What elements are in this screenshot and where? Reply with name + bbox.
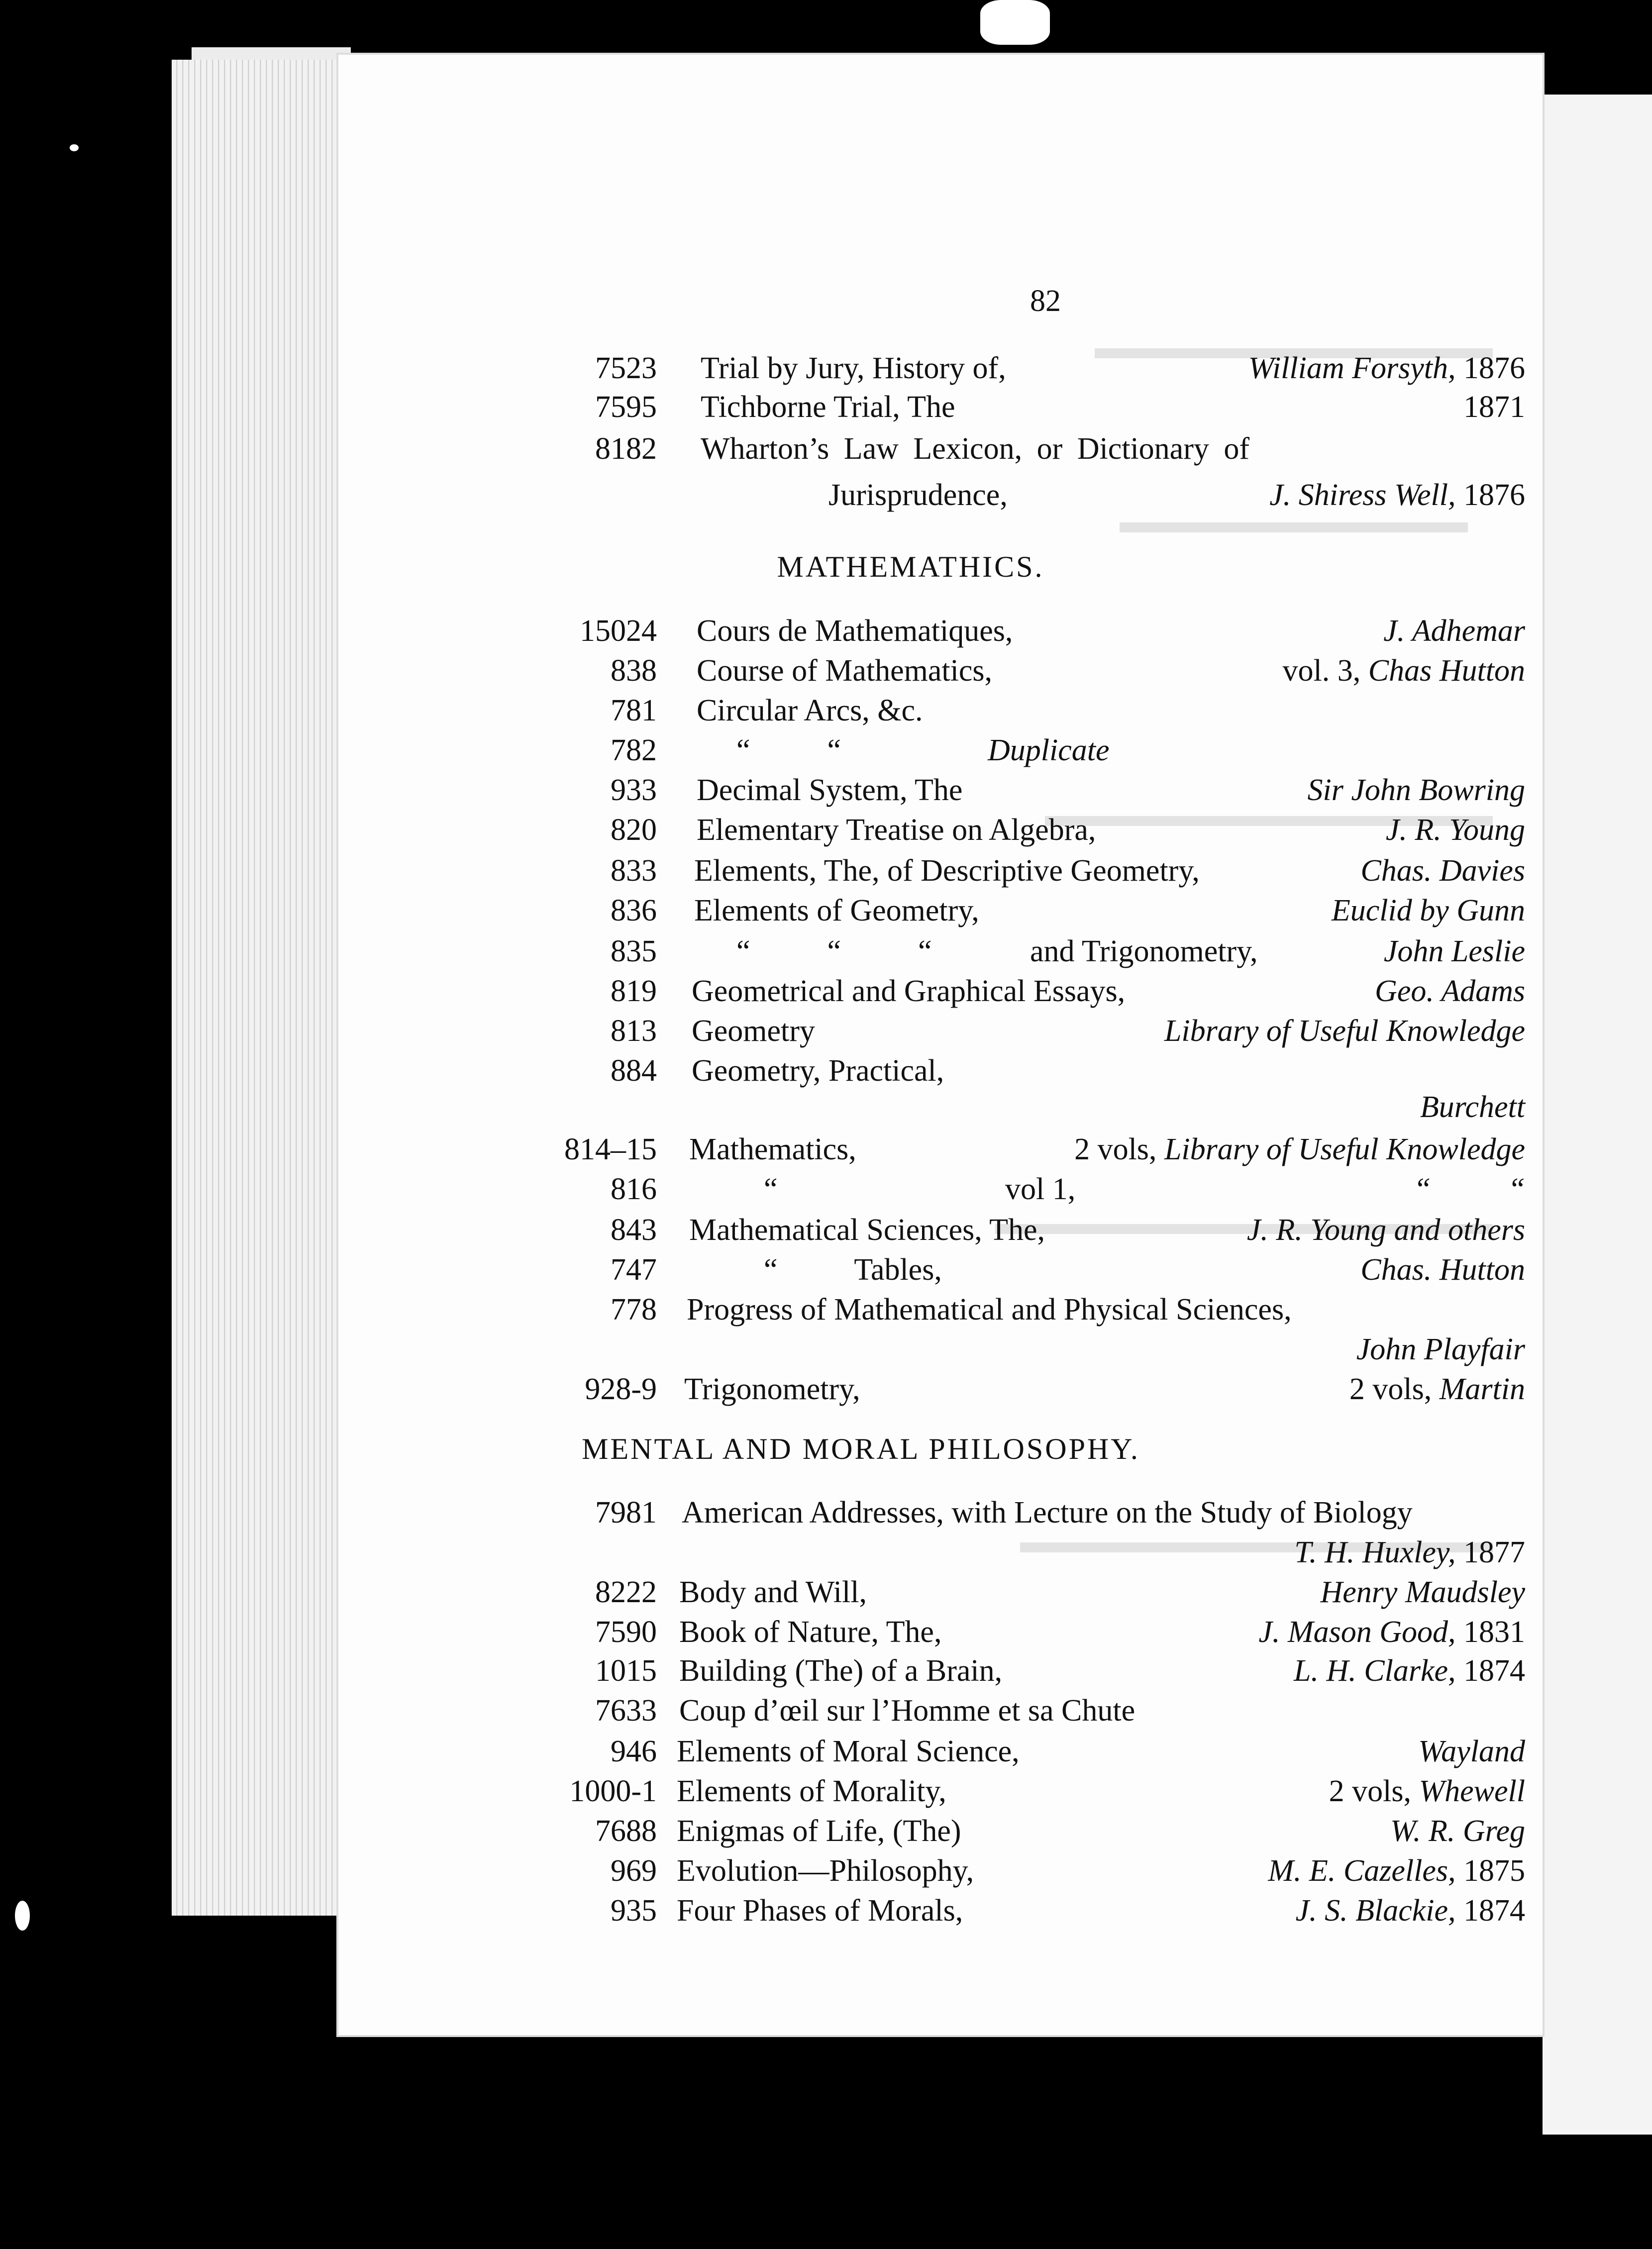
list-item: [0, 1250, 1652, 1290]
list-item: [0, 1129, 1652, 1169]
entry-number: 969: [611, 1854, 657, 1888]
list-item: [0, 1329, 1652, 1369]
entry-number: 15024: [580, 614, 657, 648]
entry-year: 1871: [1463, 390, 1525, 424]
entry-title: Elements of Morality,: [677, 1774, 946, 1808]
entry-author: Sir John Bowring: [1307, 773, 1525, 807]
entry-author: L. H. Clarke, 1874: [1294, 1654, 1525, 1688]
entry-number: 928-9: [585, 1372, 657, 1406]
entry-title: “ Tables,: [764, 1253, 942, 1287]
entry-title: Trial by Jury, History of,: [701, 351, 1006, 385]
entry-author: vol. 3, Chas Hutton: [1282, 654, 1525, 688]
list-item: [0, 1493, 1652, 1533]
list-item: [0, 611, 1652, 651]
entry-title: Progress of Mathematical and Physical Sciences,: [687, 1293, 1292, 1327]
entry-title: Mathematical Sciences, The,: [689, 1213, 1045, 1247]
entry-number: 819: [611, 974, 657, 1008]
entry-number: 7523: [595, 351, 657, 385]
entry-title: Book of Nature, The,: [679, 1615, 942, 1649]
entry-number: 7590: [595, 1615, 657, 1649]
page-number: 82: [1030, 284, 1061, 318]
list-item: [0, 691, 1652, 730]
entry-author: J. R. Young and others: [1246, 1213, 1525, 1247]
entry-number: 813: [611, 1014, 657, 1048]
entry-author: 2 vols, Whewell: [1329, 1774, 1525, 1808]
section-heading: MENTAL AND MORAL PHILOSOPHY.: [582, 1432, 1140, 1465]
entry-author: Chas. Davies: [1360, 854, 1525, 888]
entry-title: Decimal System, The: [697, 773, 963, 807]
entry-author: Henry Maudsley: [1320, 1575, 1525, 1609]
list-item: [0, 730, 1652, 770]
list-item: [0, 429, 1652, 469]
entry-author: J. Shiress Well, 1876: [1269, 478, 1525, 512]
entry-author: J. S. Blackie, 1874: [1295, 1894, 1525, 1928]
list-item: [0, 1011, 1652, 1051]
list-item: [0, 1533, 1652, 1572]
entry-number: 782: [611, 733, 657, 767]
entry-number: 1015: [595, 1654, 657, 1688]
list-item: [0, 1572, 1652, 1612]
list-item: [0, 1169, 1652, 1209]
entry-number: 7981: [595, 1496, 657, 1530]
section-heading: MATHEMATHICS.: [777, 550, 1044, 583]
entry-author: 2 vols, Martin: [1349, 1372, 1525, 1406]
list-item: [0, 387, 1652, 427]
list-item: [0, 931, 1652, 971]
entry-title: Building (The) of a Brain,: [679, 1654, 1003, 1688]
entry-volume: vol 1,: [1005, 1172, 1076, 1206]
list-item: [0, 348, 1652, 388]
entry-number: 7595: [595, 390, 657, 424]
entry-title: Wharton’s Law Lexicon, or Dictionary of: [701, 432, 1249, 466]
entry-note: Duplicate: [988, 733, 1110, 767]
entry-title: Enigmas of Life, (The): [677, 1814, 961, 1848]
entry-number: 1000-1: [569, 1774, 657, 1808]
list-item: [0, 1691, 1652, 1731]
entry-number: 838: [611, 654, 657, 688]
list-item: [0, 1369, 1652, 1409]
ditto-marks: “ “: [736, 733, 841, 767]
entry-title: Tichborne Trial, The: [701, 390, 955, 424]
entry-title: Mathematics,: [689, 1132, 856, 1166]
list-item: [0, 1612, 1652, 1652]
list-item: [0, 891, 1652, 930]
entry-subtitle: and Trigonometry,: [1030, 934, 1258, 968]
list-item: [0, 1210, 1652, 1250]
entry-author: Geo. Adams: [1375, 974, 1525, 1008]
entry-title: Coup d’œil sur l’Homme et sa Chute: [679, 1694, 1136, 1728]
entry-number: 946: [611, 1735, 657, 1768]
entry-number: 7633: [595, 1694, 657, 1728]
scan-speck: [15, 1901, 30, 1931]
entry-title: Elements, The, of Descriptive Geometry,: [694, 854, 1200, 888]
entry-title: Elements of Geometry,: [694, 894, 979, 927]
entry-number: 816: [611, 1172, 657, 1206]
entry-title: Elements of Moral Science,: [677, 1735, 1020, 1768]
ditto-marks: “: [764, 1172, 778, 1206]
entry-author: Library of Useful Knowledge: [1164, 1014, 1525, 1048]
list-item: [0, 1891, 1652, 1931]
entry-title: American Addresses, with Lecture on the Study of Biology: [682, 1496, 1413, 1530]
list-item: [0, 851, 1652, 891]
entry-author: William Forsyth, 1876: [1248, 351, 1525, 385]
entry-author: T. H. Huxley, 1877: [1294, 1535, 1525, 1569]
entry-title: Body and Will,: [679, 1575, 867, 1609]
entry-title: Course of Mathematics,: [697, 654, 993, 688]
entry-number: 843: [611, 1213, 657, 1247]
list-item: [0, 1051, 1652, 1091]
entry-number: 814–15: [564, 1132, 657, 1166]
entry-title: Cours de Mathematiques,: [697, 614, 1013, 648]
entry-author: M. E. Cazelles, 1875: [1268, 1854, 1525, 1888]
entry-author: John Leslie: [1383, 934, 1525, 968]
entry-number: 747: [611, 1253, 657, 1287]
scan-speck: [980, 0, 1050, 45]
entry-author: Wayland: [1418, 1735, 1525, 1768]
entry-title: Evolution—Philosophy,: [677, 1854, 974, 1888]
entry-author: J. Adhemar: [1383, 614, 1525, 648]
list-item: [0, 770, 1652, 810]
list-item: [0, 475, 1652, 515]
entry-number: 835: [611, 934, 657, 968]
entry-number: 933: [611, 773, 657, 807]
entry-number: 7688: [595, 1814, 657, 1848]
entry-title: Elementary Treatise on Algebra,: [697, 813, 1096, 847]
entry-number: 8222: [595, 1575, 657, 1609]
list-item: [0, 971, 1652, 1011]
list-item: [0, 1851, 1652, 1891]
entry-title: Geometrical and Graphical Essays,: [692, 974, 1126, 1008]
list-item: [0, 1290, 1652, 1329]
entry-title: Circular Arcs, &c.: [697, 694, 923, 727]
entry-title: Geometry: [692, 1014, 815, 1048]
list-item: [0, 1732, 1652, 1771]
entry-author: John Playfair: [1356, 1332, 1525, 1366]
list-item: [0, 1771, 1652, 1811]
list-item: [0, 1651, 1652, 1691]
list-item: [0, 651, 1652, 691]
entry-author: J. Mason Good, 1831: [1258, 1615, 1525, 1649]
entry-number: 8182: [595, 432, 657, 466]
entry-number: 778: [611, 1293, 657, 1327]
list-item: [0, 1811, 1652, 1851]
ditto-marks: “ “ “: [736, 934, 932, 968]
entry-title: Trigonometry,: [684, 1372, 860, 1406]
entry-number: 935: [611, 1894, 657, 1928]
entry-author: 2 vols, Library of Useful Knowledge: [1074, 1132, 1525, 1166]
list-item: [0, 810, 1652, 850]
entry-title: Four Phases of Morals,: [677, 1894, 963, 1928]
entry-number: 781: [611, 694, 657, 727]
entry-author: Burchett: [1420, 1090, 1525, 1124]
entry-number: 836: [611, 894, 657, 927]
entry-author: Euclid by Gunn: [1331, 894, 1525, 927]
entry-number: 884: [611, 1054, 657, 1088]
list-item: [0, 1087, 1652, 1127]
entry-number: 833: [611, 854, 657, 888]
entry-author: W. R. Greg: [1390, 1814, 1525, 1848]
entry-title: Geometry, Practical,: [692, 1054, 944, 1088]
entry-author: J. R. Young: [1385, 813, 1525, 847]
entry-number: 820: [611, 813, 657, 847]
entry-title: Jurisprudence,: [828, 478, 1008, 512]
scan-speck: [70, 144, 79, 151]
entry-author: Chas. Hutton: [1360, 1253, 1525, 1287]
ditto-marks: “ “: [1414, 1172, 1525, 1206]
